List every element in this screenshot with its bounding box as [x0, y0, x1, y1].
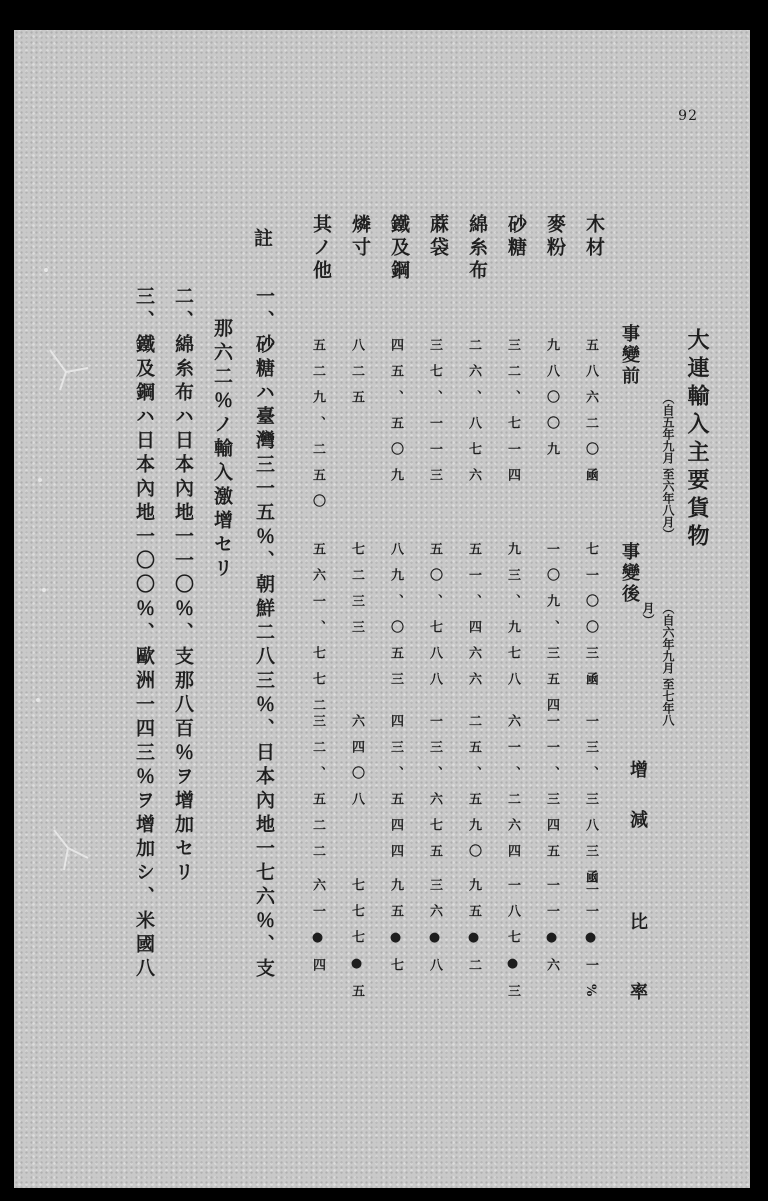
- note-line: 一、砂糖ハ臺灣三一五％、朝鮮二八三％、日本內地一七六％、支: [253, 286, 275, 982]
- item-name: 砂糖: [505, 214, 527, 260]
- value-after: 七二三三: [349, 542, 364, 646]
- value-before: 四五、五〇九: [388, 338, 403, 494]
- value-after: 五一、四六六: [466, 542, 481, 698]
- value-ratio: 九五●二: [466, 878, 481, 984]
- notes-label: 註: [251, 228, 273, 251]
- value-after: 八九、〇五三: [388, 542, 403, 698]
- item-name: 燐寸: [349, 214, 371, 260]
- value-ratio: 一一●六: [544, 878, 559, 984]
- value-before: 三七、一一三: [427, 338, 442, 494]
- item-name: 其ノ他: [310, 214, 332, 283]
- header-ratio: 比率: [627, 912, 648, 1052]
- value-ratio: 三六●八: [427, 878, 442, 984]
- item-name: 木材: [583, 214, 605, 260]
- value-after: 九三、九七八: [505, 542, 520, 698]
- header-after: 事變後: [619, 542, 640, 605]
- value-change: 一三、六七五: [427, 714, 442, 870]
- header-change: 增減: [627, 760, 648, 860]
- item-name: 綿糸布: [466, 214, 488, 283]
- value-ratio: 九五●七: [388, 878, 403, 984]
- value-before: 八二五: [349, 338, 364, 416]
- value-change: 二五、五九〇: [466, 714, 481, 870]
- item-name: 麥粉: [544, 214, 566, 260]
- note-line: 三、鐵及鋼ハ日本內地一〇〇％、歐洲一四三％ヲ增加シ、米國八: [133, 286, 155, 982]
- header-before-period: （自五年九月 至六年八月）: [661, 392, 675, 541]
- value-ratio: 七七七●五: [349, 878, 364, 1010]
- value-change: 三二、五二二: [310, 714, 325, 870]
- value-before: 五二九、二五〇: [310, 338, 325, 520]
- header-after-period: （自六年九月 至七年八月）: [641, 602, 675, 727]
- value-after: 五〇、七八八: [427, 542, 442, 698]
- value-change: 四三、五四四: [388, 714, 403, 870]
- value-before: 三二、七一四: [505, 338, 520, 494]
- value-change: 一一、三四五: [544, 714, 559, 870]
- binding-edge: [0, 0, 14, 1201]
- value-ratio: 一八七●三: [505, 878, 520, 1010]
- note-line: 那六二％ノ輸入激增セリ: [211, 318, 233, 582]
- document-page: [14, 30, 750, 1188]
- value-change: 一三、三八三凾: [583, 714, 598, 896]
- value-change: 六四〇八: [349, 714, 364, 818]
- item-name: 蔴袋: [427, 214, 449, 260]
- value-ratio: 六一●四: [310, 878, 325, 984]
- page-number: 92: [678, 108, 698, 124]
- value-after: 一〇九、三五四: [544, 542, 559, 724]
- table-title: 大連輸入主要貨物: [684, 328, 710, 552]
- binding-marks: [20, 230, 90, 930]
- value-before: 二六、八七六: [466, 338, 481, 494]
- header-before: 事變前: [619, 324, 640, 387]
- note-line: 二、綿糸布ハ日本內地一一〇％、支那八百％ヲ增加セリ: [172, 286, 194, 886]
- value-after: 七一〇〇三凾: [583, 542, 598, 698]
- item-name: 鐵及鋼: [388, 214, 410, 283]
- value-ratio: 二一●一%: [583, 878, 598, 1010]
- value-before: 九八〇〇九: [544, 338, 559, 468]
- value-before: 五八六二〇凾: [583, 338, 598, 494]
- value-after: 五六一、七七二: [310, 542, 325, 724]
- value-change: 六一、二六四: [505, 714, 520, 870]
